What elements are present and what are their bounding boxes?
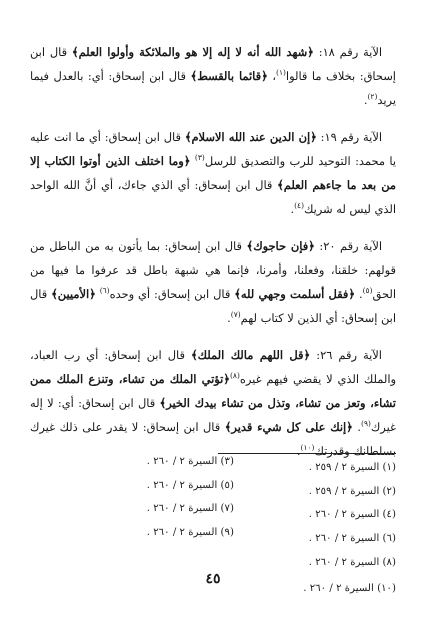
footnote-marker: (١٠) xyxy=(300,443,315,453)
footnote-marker: (٧) xyxy=(230,310,241,320)
page-number: ٤٥ xyxy=(205,571,221,587)
footnote-1: (١) السيرة ٢ / ٢٥٩ . xyxy=(308,462,396,473)
commentary-text: قال ابن إسحاق: أي وحده xyxy=(109,287,235,301)
commentary-text: . xyxy=(363,93,368,107)
quran-text: ﴿إن الدين عند الله الاسلام﴾ xyxy=(184,130,317,144)
footnote-10: (١٠) السيرة ٢ / ٢٦٠ . xyxy=(303,583,396,594)
paragraph-3 xyxy=(30,234,396,330)
paragraph-4 xyxy=(30,343,396,463)
paragraph-1 xyxy=(30,40,396,112)
footnote-8: (٨) السيرة ٢ / ٢٦٠ . xyxy=(308,557,396,568)
footnote-marker: (٨) xyxy=(229,371,240,381)
commentary-text: . xyxy=(352,420,361,434)
quran-text: ﴿قل اللهم مالك الملك﴾ xyxy=(191,348,311,362)
footnote-marker: (٣) xyxy=(194,153,205,163)
quran-text: ﴿فإن حاجوك﴾ xyxy=(246,239,315,253)
footnote-marker: (٥) xyxy=(362,286,373,296)
commentary-text: قال ابن إسحاق: أي: بالعدل فيما يريد xyxy=(30,69,396,107)
commentary-text: قال ابن إسحاق: بما يأتون به من الباطل من قولهم: خلقنا، وفعلنا، وأمرنا، فإنما هي شبهة باطل قد عرفوا ما فيها من الحق xyxy=(30,239,397,301)
commentary-text: قال ابن إسحاق: بخلاف ما قالوا xyxy=(30,45,396,83)
footnote-5: (٥) السيرة ٢ / ٢٦٠ . xyxy=(146,480,234,491)
footnote-7: (٧) السيرة ٢ / ٢٦٠ . xyxy=(146,503,234,514)
commentary-text: ، xyxy=(267,69,277,83)
footnote-3: (٣) السيرة ٢ / ٢٦٠ . xyxy=(146,456,234,467)
commentary-text: الآية رقم ١٨: xyxy=(313,45,382,59)
commentary-text: قال ابن إسحاق: أي رب العباد، والملك الذي لا يقضي فيهم غيره xyxy=(30,348,396,386)
quran-text: ﴿قائما بالقسط﴾ xyxy=(190,69,268,83)
commentary-text: قال ابن إسحاق: أي الذين لا كتاب لهم xyxy=(30,287,396,325)
footnote-marker: (٦) xyxy=(99,286,110,296)
paragraph-2 xyxy=(30,125,396,221)
quran-text: ﴿وما اختلف الذين أوتوا الكتاب إلا من بعد ما جاءهم العلم﴾ xyxy=(30,154,396,192)
footnote-4: (٤) السيرة ٢ / ٢٦٠ . xyxy=(308,509,396,520)
footnote-9: (٩) السيرة ٢ / ٢٦٠ . xyxy=(146,527,234,538)
quran-text: ﴿إنك على كل شيء قدير﴾ xyxy=(224,420,353,434)
commentary-text: قال ابن إسحاق: أي الذي جاءك، أي أنَّ الله الواحد الذي ليس له شريك xyxy=(30,178,396,216)
commentary-text: . xyxy=(227,311,231,325)
commentary-text: الآية رقم ٢٦: xyxy=(310,348,382,362)
footnote-marker: (٤) xyxy=(294,201,304,211)
commentary-text: . xyxy=(290,202,295,216)
quran-text: ﴿الأميين﴾ xyxy=(51,287,96,301)
commentary-text: . xyxy=(355,287,363,301)
footnote-6: (٦) السيرة ٢ / ٢٦٠ . xyxy=(308,533,396,544)
commentary-text: قال ابن إسحاق: أي: لا إله غيرك xyxy=(30,396,396,434)
main-text xyxy=(30,40,396,476)
footnote-marker: (١) xyxy=(276,68,286,78)
footnote-marker: (٩) xyxy=(361,419,371,429)
footnote-marker: (٢) xyxy=(367,92,378,102)
quran-text: ﴿فقل أسلمت وجهي لله﴾ xyxy=(234,287,356,301)
quran-text: ﴿تؤتي الملك من تشاء، وتنزع الملك ممن تشاء، وتعز من تشاء، وتذل من تشاء بيدك الخير﴾ xyxy=(30,372,396,410)
commentary-text: الآية رقم ١٩: xyxy=(316,130,382,144)
quran-text: ﴿شهد الله أنه لا إله إلا هو والملائكة وأولوا العلم﴾ xyxy=(71,45,314,59)
commentary-text: قال ابن إسحاق: لا يقدر على ذلك غيرك بسلطانك وقدرتك xyxy=(30,420,396,458)
commentary-text: قال ابن إسحاق: أي ما انت عليه يا محمد: التوحيد للرب والتصديق للرسل xyxy=(30,130,397,168)
commentary-text: الآية رقم ٢٠: xyxy=(314,239,382,253)
footnote-2: (٢) السيرة ٢ / ٢٥٩ . xyxy=(308,486,396,497)
footnote-divider xyxy=(218,453,396,454)
commentary-text: . xyxy=(296,444,301,458)
